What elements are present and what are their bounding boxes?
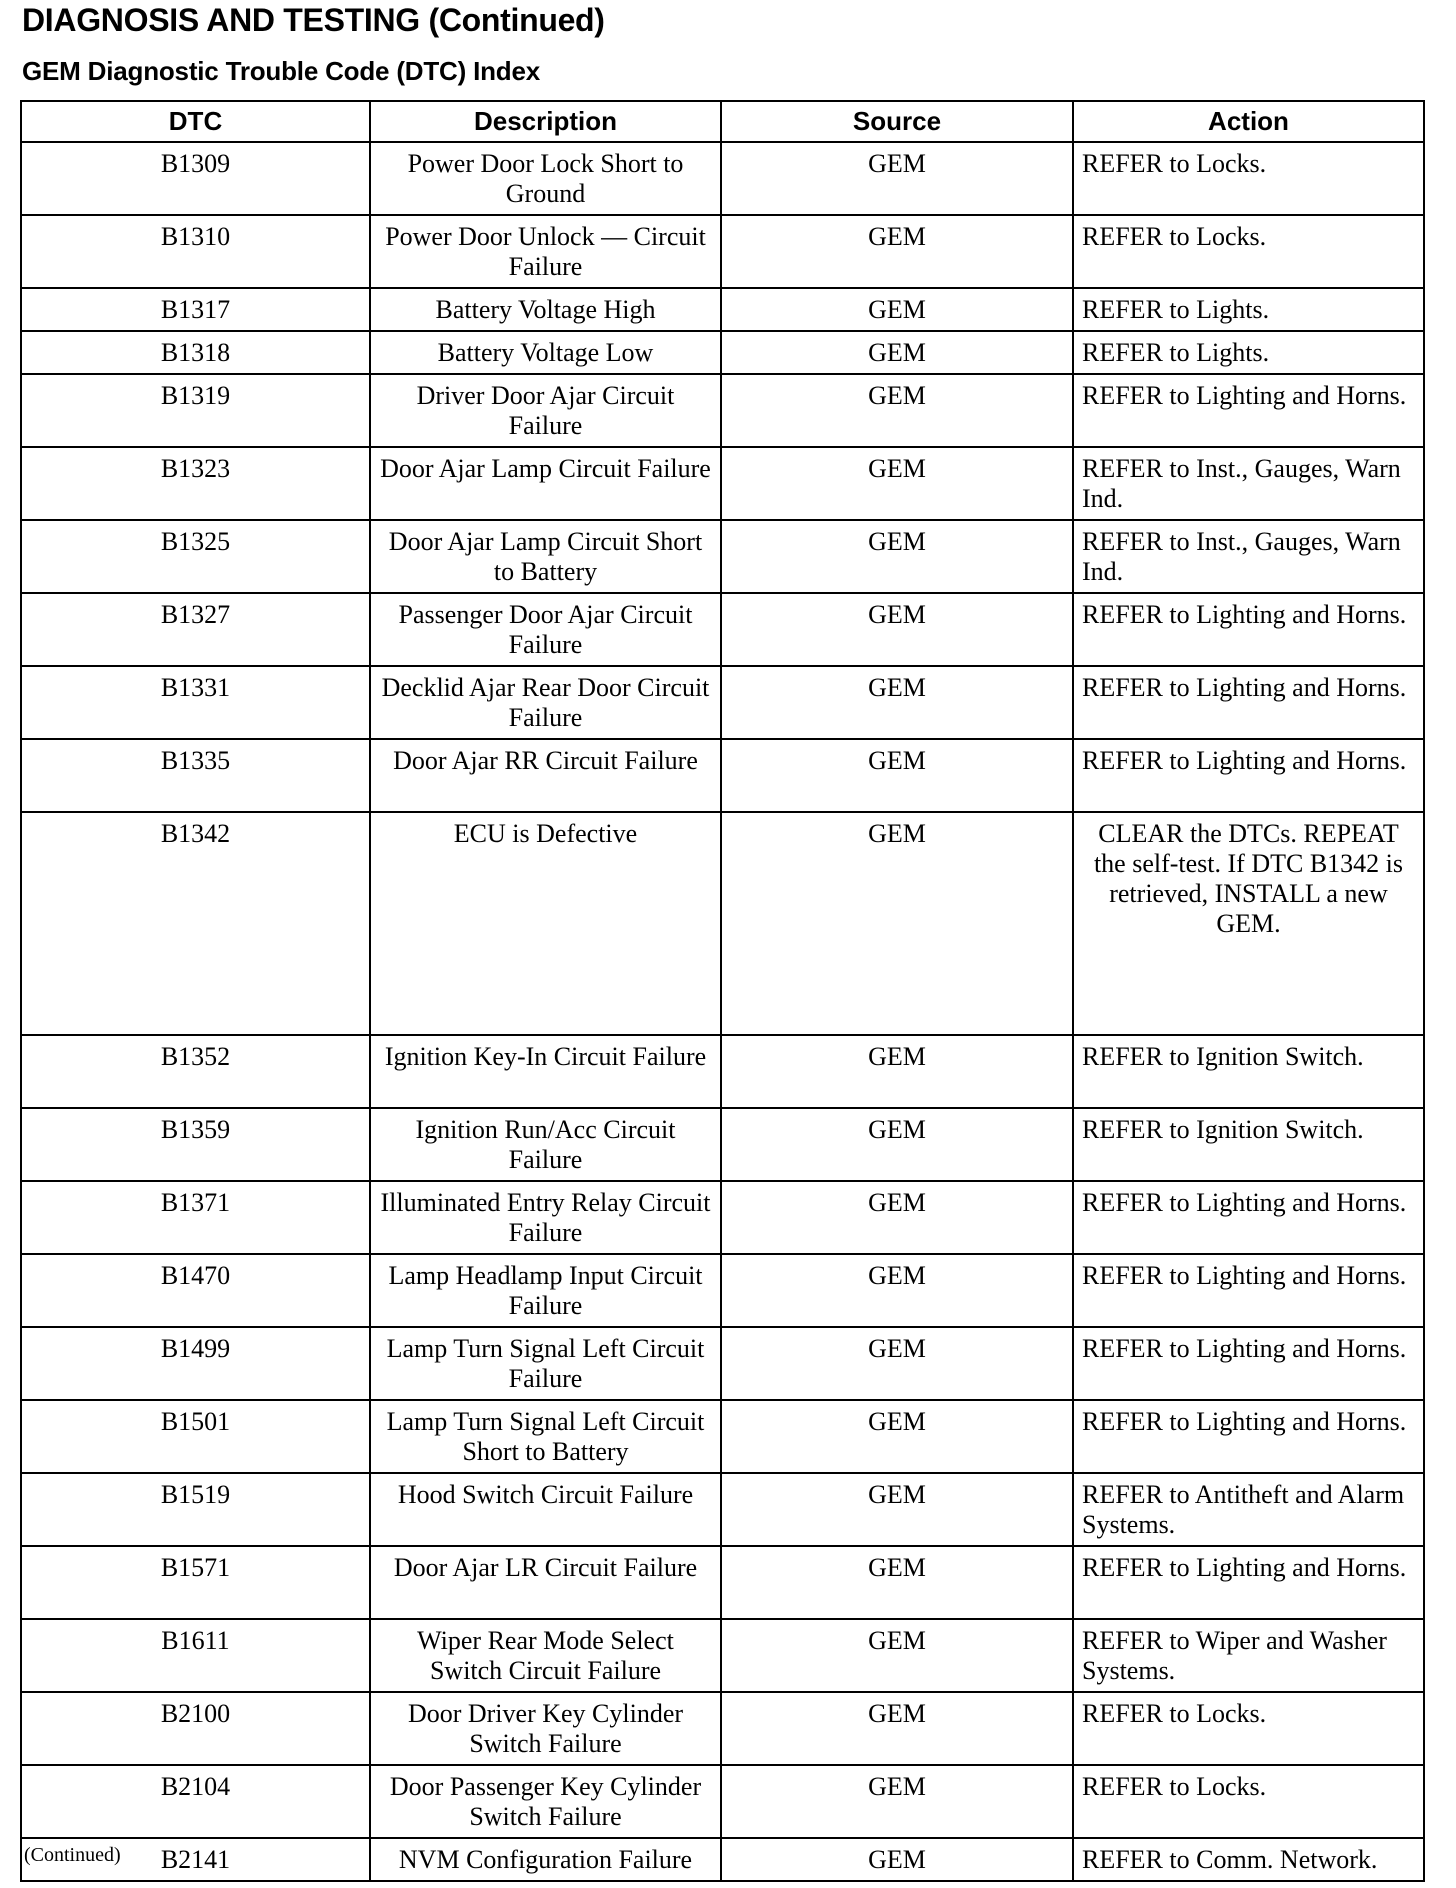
dtc-code: B1309 <box>21 142 370 215</box>
dtc-action: REFER to Lighting and Horns. <box>1073 666 1424 739</box>
dtc-code: B1317 <box>21 288 370 331</box>
table-row <box>21 1035 1424 1108</box>
table-row <box>21 1254 1424 1327</box>
dtc-action: REFER to Lighting and Horns. <box>1073 374 1424 447</box>
dtc-description: Ignition Key-In Circuit Failure <box>370 1035 721 1108</box>
dtc-source: GEM <box>721 520 1073 593</box>
dtc-source: GEM <box>721 812 1073 1035</box>
dtc-description: Decklid Ajar Rear Door Circuit Failure <box>370 666 721 739</box>
dtc-action: REFER to Locks. <box>1073 142 1424 215</box>
dtc-description: NVM Configuration Failure <box>370 1838 721 1881</box>
dtc-source: GEM <box>721 215 1073 288</box>
dtc-action: REFER to Inst., Gauges, Warn Ind. <box>1073 447 1424 520</box>
dtc-description: Door Ajar Lamp Circuit Failure <box>370 447 721 520</box>
dtc-code: B1335 <box>21 739 370 812</box>
table-title: GEM Diagnostic Trouble Code (DTC) Index <box>22 56 541 86</box>
table-row <box>21 1400 1424 1473</box>
dtc-source: GEM <box>721 1327 1073 1400</box>
dtc-code: B1352 <box>21 1035 370 1108</box>
table-row <box>21 374 1424 447</box>
dtc-source: GEM <box>721 1473 1073 1546</box>
table-row <box>21 1546 1424 1619</box>
dtc-source: GEM <box>721 1619 1073 1692</box>
column-header-dtc: DTC <box>21 101 370 142</box>
dtc-code: B1318 <box>21 331 370 374</box>
dtc-action: REFER to Lighting and Horns. <box>1073 1546 1424 1619</box>
dtc-source: GEM <box>721 447 1073 520</box>
dtc-source: GEM <box>721 1692 1073 1765</box>
table-header-row <box>21 101 1424 142</box>
dtc-code: B1325 <box>21 520 370 593</box>
dtc-code: B1501 <box>21 1400 370 1473</box>
table-row <box>21 1473 1424 1546</box>
dtc-code: B1310 <box>21 215 370 288</box>
dtc-code: B1342 <box>21 812 370 1035</box>
table-row <box>21 142 1424 215</box>
dtc-description: ECU is Defective <box>370 812 721 1035</box>
dtc-description: Lamp Turn Signal Left Circuit Short to Battery <box>370 1400 721 1473</box>
dtc-description: Door Ajar RR Circuit Failure <box>370 739 721 812</box>
dtc-action: REFER to Inst., Gauges, Warn Ind. <box>1073 520 1424 593</box>
dtc-action: REFER to Locks. <box>1073 1765 1424 1838</box>
dtc-source: GEM <box>721 1546 1073 1619</box>
dtc-description: Lamp Turn Signal Left Circuit Failure <box>370 1327 721 1400</box>
table-row <box>21 1619 1424 1692</box>
dtc-action: REFER to Wiper and Washer Systems. <box>1073 1619 1424 1692</box>
dtc-action: REFER to Locks. <box>1073 215 1424 288</box>
dtc-code: B2104 <box>21 1765 370 1838</box>
column-header-action: Action <box>1073 101 1424 142</box>
dtc-action: REFER to Lighting and Horns. <box>1073 593 1424 666</box>
table-row <box>21 812 1424 1035</box>
dtc-source: GEM <box>721 593 1073 666</box>
dtc-action: REFER to Antitheft and Alarm Systems. <box>1073 1473 1424 1546</box>
dtc-description: Door Passenger Key Cylinder Switch Failure <box>370 1765 721 1838</box>
dtc-description: Door Ajar Lamp Circuit Short to Battery <box>370 520 721 593</box>
dtc-action: REFER to Lights. <box>1073 331 1424 374</box>
dtc-description: Passenger Door Ajar Circuit Failure <box>370 593 721 666</box>
dtc-action: REFER to Lighting and Horns. <box>1073 1400 1424 1473</box>
table-row <box>21 1327 1424 1400</box>
table-row <box>21 1108 1424 1181</box>
table-row <box>21 1838 1424 1881</box>
dtc-code: B1331 <box>21 666 370 739</box>
dtc-code: B1359 <box>21 1108 370 1181</box>
dtc-source: GEM <box>721 1838 1073 1881</box>
dtc-source: GEM <box>721 1254 1073 1327</box>
dtc-source: GEM <box>721 666 1073 739</box>
table-row <box>21 288 1424 331</box>
table-row <box>21 739 1424 812</box>
dtc-description: Illuminated Entry Relay Circuit Failure <box>370 1181 721 1254</box>
dtc-action: REFER to Lights. <box>1073 288 1424 331</box>
dtc-action: CLEAR the DTCs. REPEAT the self-test. If DTC B1342 is retrieved, INSTALL a new GEM. <box>1073 812 1424 1035</box>
dtc-description: Battery Voltage High <box>370 288 721 331</box>
dtc-source: GEM <box>721 1108 1073 1181</box>
dtc-action: REFER to Lighting and Horns. <box>1073 1254 1424 1327</box>
table-row <box>21 1692 1424 1765</box>
column-header-source: Source <box>721 101 1073 142</box>
dtc-source: GEM <box>721 1765 1073 1838</box>
table-row <box>21 447 1424 520</box>
table-row <box>21 331 1424 374</box>
dtc-source: GEM <box>721 331 1073 374</box>
dtc-code: B2141 <box>21 1838 370 1881</box>
dtc-action: REFER to Locks. <box>1073 1692 1424 1765</box>
continued-note: (Continued) <box>24 1844 121 1866</box>
dtc-description: Ignition Run/Acc Circuit Failure <box>370 1108 721 1181</box>
dtc-action: REFER to Lighting and Horns. <box>1073 739 1424 812</box>
dtc-source: GEM <box>721 374 1073 447</box>
dtc-description: Hood Switch Circuit Failure <box>370 1473 721 1546</box>
dtc-description: Driver Door Ajar Circuit Failure <box>370 374 721 447</box>
dtc-code: B1470 <box>21 1254 370 1327</box>
table-row <box>21 1765 1424 1838</box>
dtc-code: B1519 <box>21 1473 370 1546</box>
table-row <box>21 1181 1424 1254</box>
table-row <box>21 593 1424 666</box>
dtc-source: GEM <box>721 1181 1073 1254</box>
dtc-action: REFER to Lighting and Horns. <box>1073 1327 1424 1400</box>
dtc-description: Lamp Headlamp Input Circuit Failure <box>370 1254 721 1327</box>
dtc-index-table <box>20 100 1425 1882</box>
dtc-code: B1323 <box>21 447 370 520</box>
table-row <box>21 215 1424 288</box>
dtc-code: B1371 <box>21 1181 370 1254</box>
dtc-code: B1571 <box>21 1546 370 1619</box>
dtc-code: B1499 <box>21 1327 370 1400</box>
section-title: DIAGNOSIS AND TESTING (Continued) <box>22 2 605 38</box>
dtc-action: REFER to Lighting and Horns. <box>1073 1181 1424 1254</box>
dtc-source: GEM <box>721 142 1073 215</box>
table-row <box>21 520 1424 593</box>
dtc-description: Power Door Lock Short to Ground <box>370 142 721 215</box>
dtc-description: Wiper Rear Mode Select Switch Circuit Failure <box>370 1619 721 1692</box>
dtc-description: Door Driver Key Cylinder Switch Failure <box>370 1692 721 1765</box>
dtc-action: REFER to Ignition Switch. <box>1073 1035 1424 1108</box>
dtc-source: GEM <box>721 739 1073 812</box>
column-header-description: Description <box>370 101 721 142</box>
dtc-source: GEM <box>721 1035 1073 1108</box>
dtc-code: B1327 <box>21 593 370 666</box>
dtc-description: Door Ajar LR Circuit Failure <box>370 1546 721 1619</box>
dtc-action: REFER to Ignition Switch. <box>1073 1108 1424 1181</box>
dtc-code: B1319 <box>21 374 370 447</box>
table-row <box>21 666 1424 739</box>
dtc-code: B1611 <box>21 1619 370 1692</box>
dtc-action: REFER to Comm. Network. <box>1073 1838 1424 1881</box>
dtc-code: B2100 <box>21 1692 370 1765</box>
dtc-source: GEM <box>721 288 1073 331</box>
dtc-source: GEM <box>721 1400 1073 1473</box>
dtc-description: Power Door Unlock — Circuit Failure <box>370 215 721 288</box>
dtc-description: Battery Voltage Low <box>370 331 721 374</box>
